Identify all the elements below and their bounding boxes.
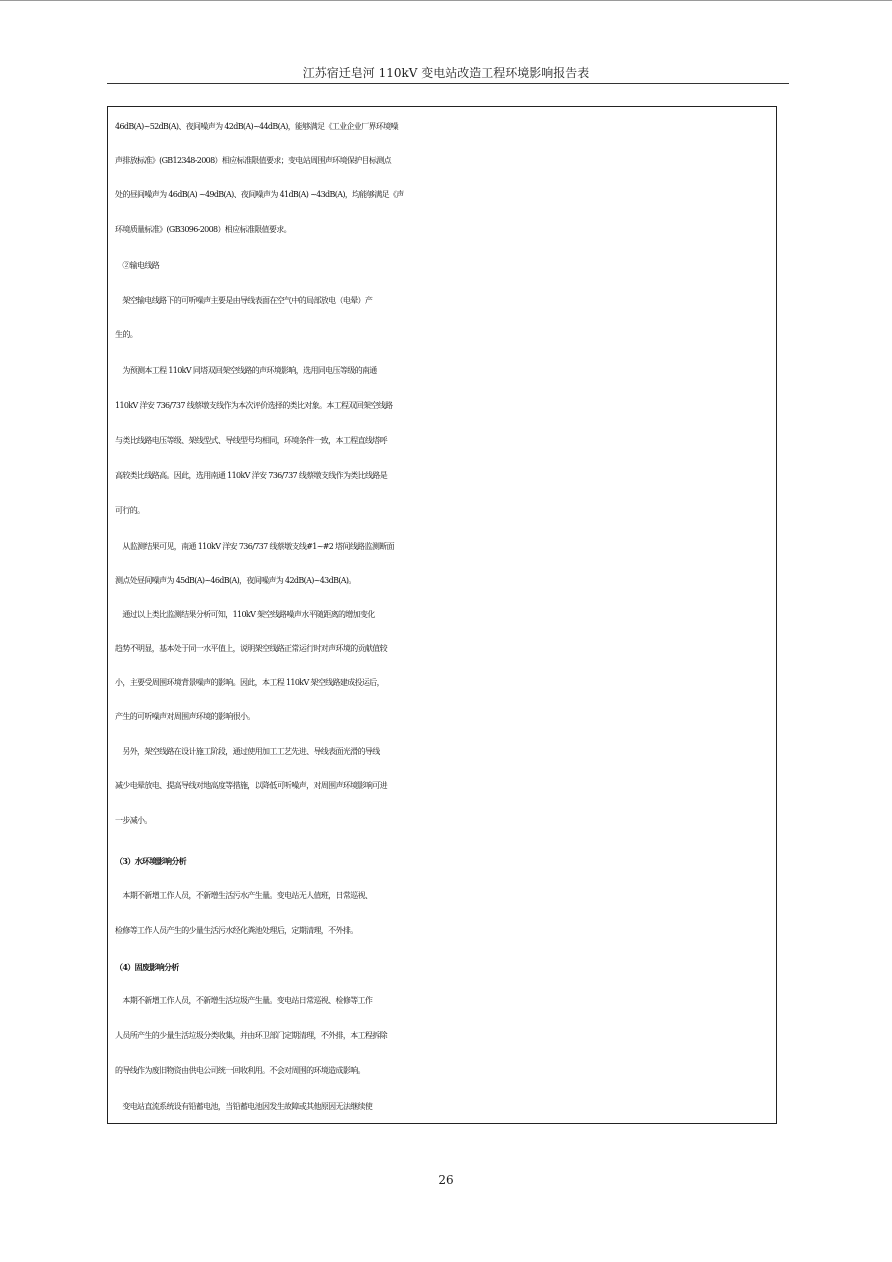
body-line: 减少电晕放电、提高导线对地高度等措施，以降低可听噪声，对周围声环境影响可进	[115, 781, 387, 790]
body-line: 小，主要受周围环境背景噪声的影响。因此，本工程 110kV 架空线路建成投运后，	[115, 678, 384, 687]
body-line: 与类比线路电压等级、架线型式、导线型号均相同，环境条件一致，本工程直线塔呼	[115, 436, 387, 445]
section-heading-water: （3）水环境影响分析	[115, 856, 187, 866]
body-line: 变电站直流系统设有铅蓄电池，当铅蓄电池因发生故障或其他原因无法继续使	[115, 1102, 373, 1111]
body-line: 通过以上类比监测结果分析可知，110kV 架空线路噪声水平随距离的增加变化	[115, 610, 375, 619]
body-line: 的导线作为废旧物资由供电公司统一回收利用。不会对周围的环境造成影响。	[115, 1066, 365, 1075]
body-line: 从监测结果可见，南通 110kV 洋安 736/737 线蔡墩支线#1~#2 塔间线路监测断面	[115, 542, 394, 551]
body-line: 生的。	[115, 330, 138, 339]
body-line: 一步减小。	[115, 816, 152, 825]
body-line: 110kV 洋安 736/737 线蔡墩支线作为本次评价选择的类比对象。本工程双回架空线路	[115, 401, 393, 410]
running-header-title: 江苏宿迁皂河 110kV 变电站改造工程环境影响报告表	[302, 66, 590, 80]
page-number: 26	[438, 1173, 454, 1187]
body-line: 本期不新增工作人员，不新增生活垃圾产生量。变电站日常巡视、检修等工作	[115, 996, 373, 1005]
body-line: 处的昼间噪声为 46dB(A) ~49dB(A)、夜间噪声为 41dB(A) ~43dB(A)，均能够满足《声	[115, 190, 404, 199]
body-line: 产生的可听噪声对周围声环境的影响很小。	[115, 712, 255, 721]
body-line: 为预测本工程 110kV 同塔双回架空线路的声环境影响，选用同电压等级的南通	[115, 366, 377, 375]
body-line: 46dB(A)~52dB(A)、夜间噪声为 42dB(A)~44dB(A)，能够满足《工业企业厂界环境噪	[115, 122, 398, 131]
body-line: 检修等工作人员产生的少量生活污水经化粪池处理后，定期清理，不外排。	[115, 926, 358, 935]
body-line: 另外，架空线路在设计施工阶段，通过使用加工工艺先进、导线表面光滑的导线	[115, 747, 380, 756]
body-line: 测点处昼间噪声为 45dB(A)~46dB(A)，夜间噪声为 42dB(A)~43dB(A)。	[115, 576, 356, 585]
body-line: 架空输电线路下的可听噪声主要是由导线表面在空气中的局部放电（电晕）产	[115, 296, 373, 305]
section-heading-solid-waste: （4）固废影响分析	[115, 962, 179, 972]
body-line: 环境质量标准》(GB3096-2008）相应标准限值要求。	[115, 225, 291, 234]
body-line: 本期不新增工作人员，不新增生活污水产生量。变电站无人值班，日常巡视、	[115, 891, 373, 900]
subsection-heading: ②输电线路	[115, 261, 160, 270]
body-line: 声排放标准》(GB12348-2008）相应标准限值要求；变电站周围声环境保护目标测点	[115, 156, 391, 165]
body-line: 可行的。	[115, 506, 145, 515]
body-line: 趋势不明显，基本处于同一水平值上，说明架空线路正常运行时对声环境的贡献值较	[115, 644, 387, 653]
body-line: 高较类比线路高。因此，选用南通 110kV 洋安 736/737 线蔡墩支线作为类比线路是	[115, 471, 388, 480]
body-line: 人员所产生的少量生活垃圾分类收集，并由环卫部门定期清理，不外排，本工程拆除	[115, 1031, 387, 1040]
